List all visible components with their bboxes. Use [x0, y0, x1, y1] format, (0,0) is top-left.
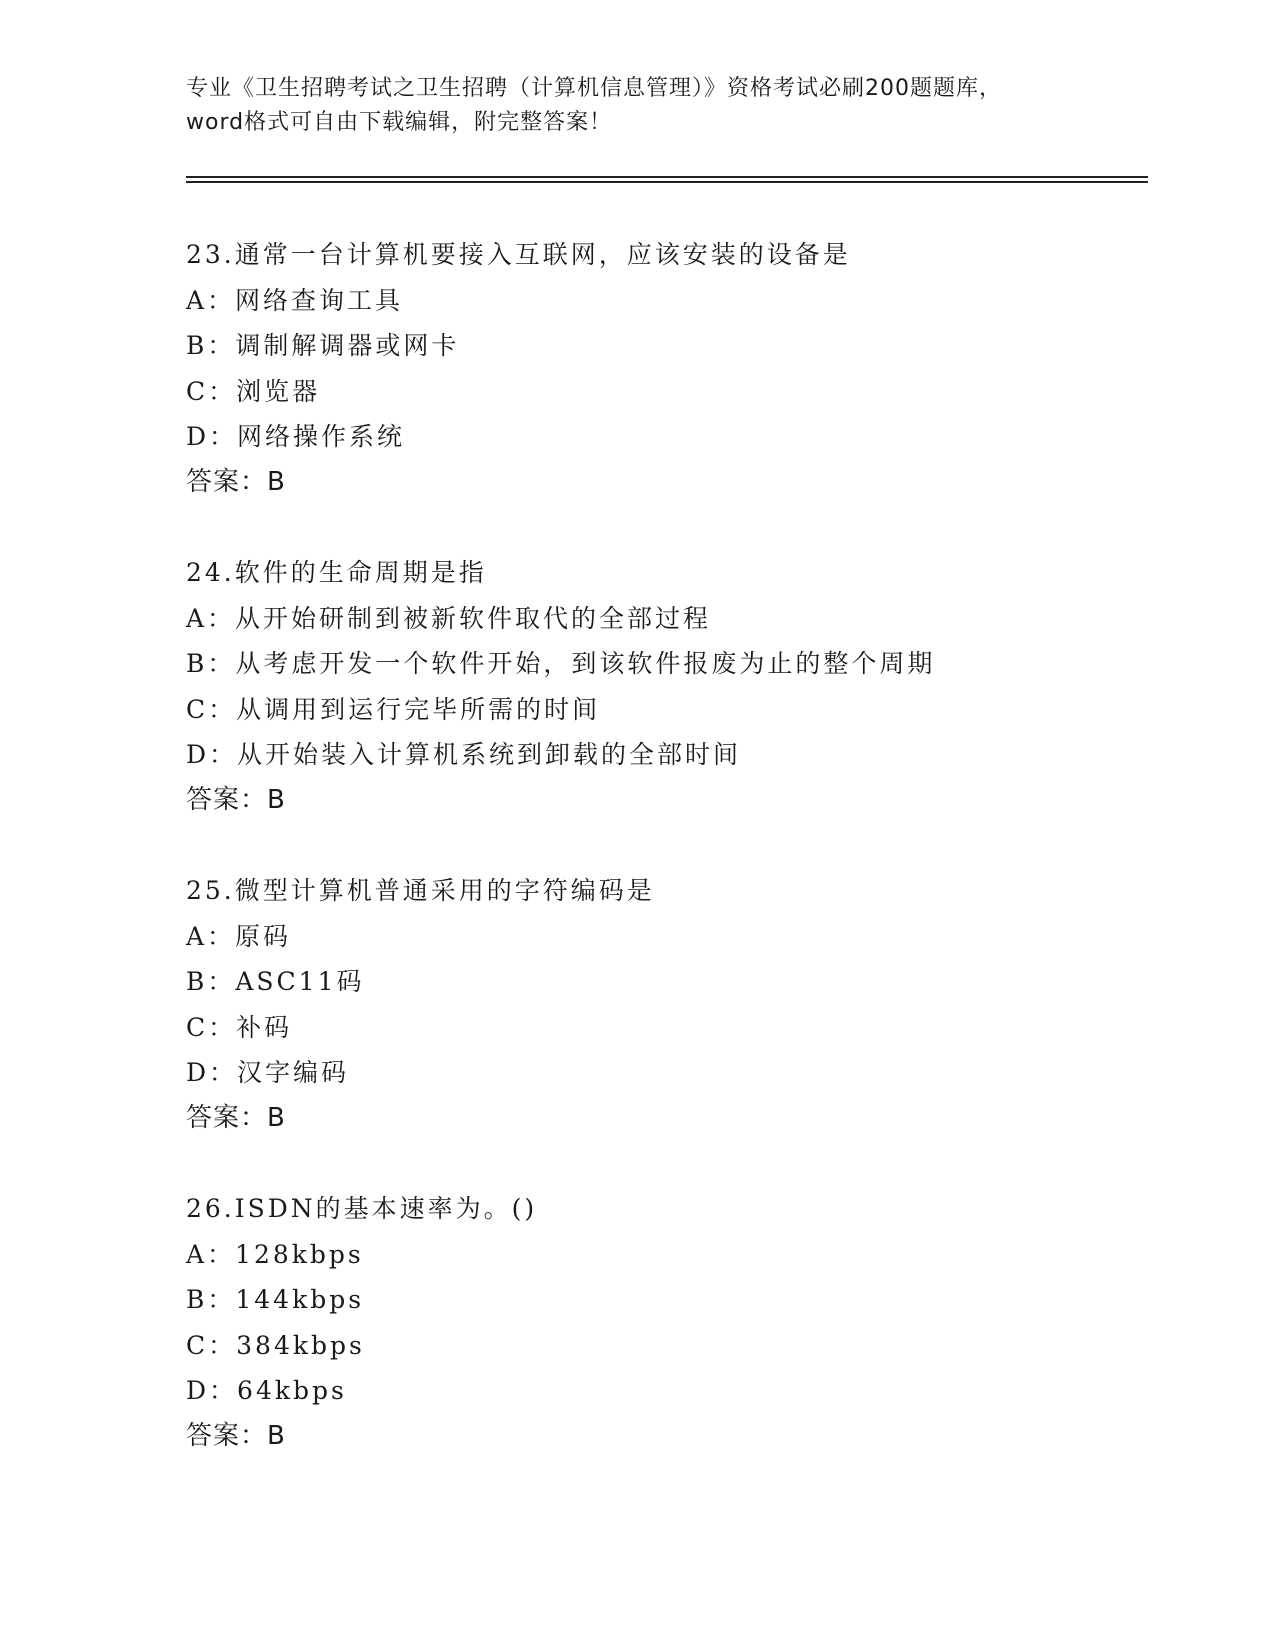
option-b: B：ASC11码 — [186, 967, 365, 996]
question-26 — [186, 1186, 1186, 1459]
answer-label: 答案：B — [186, 466, 286, 497]
option-a: A：原码 — [186, 921, 292, 951]
option-d: D：汉字编码 — [186, 1058, 350, 1087]
option-a: A：从开始研制到被新软件取代的全部过程 — [186, 603, 712, 633]
question-stem: 25.微型计算机普通采用的字符编码是 — [186, 876, 655, 905]
option-d: D：网络操作系统 — [186, 422, 406, 451]
option-a: A：128kbps — [186, 1239, 364, 1269]
option-c: C：补码 — [186, 1012, 293, 1042]
question-24 — [186, 550, 1186, 823]
option-d: D：从开始装入计算机系统到卸载的全部时间 — [186, 740, 742, 769]
option-b: B：从考虑开发一个软件开始，到该软件报废为止的整个周期 — [186, 649, 936, 678]
option-d: D：64kbps — [186, 1376, 347, 1405]
question-stem: 23.通常一台计算机要接入互联网，应该安装的设备是 — [186, 240, 851, 269]
header-title-line-2: word格式可自由下载编辑，附完整答案！ — [186, 110, 613, 135]
option-c: C：384kbps — [186, 1330, 365, 1360]
document-header — [186, 72, 1086, 140]
header-divider-bottom — [186, 181, 1148, 183]
answer-label: 答案：B — [186, 1102, 286, 1133]
question-stem: 26.ISDN的基本速率为。() — [186, 1194, 538, 1223]
question-stem: 24.软件的生命周期是指 — [186, 558, 487, 587]
header-divider-top — [186, 176, 1148, 178]
option-c: C：浏览器 — [186, 376, 321, 406]
option-b: B：调制解调器或网卡 — [186, 331, 460, 360]
answer-label: 答案：B — [186, 1420, 286, 1451]
question-25 — [186, 868, 1186, 1141]
answer-label: 答案：B — [186, 784, 286, 815]
header-title-line-1: 专业《卫生招聘考试之卫生招聘（计算机信息管理）》资格考试必刷200题题库， — [186, 76, 1002, 101]
question-23 — [186, 232, 1186, 505]
option-c: C：从调用到运行完毕所需的时间 — [186, 694, 601, 724]
option-b: B：144kbps — [186, 1285, 365, 1314]
option-a: A：网络查询工具 — [186, 285, 404, 315]
